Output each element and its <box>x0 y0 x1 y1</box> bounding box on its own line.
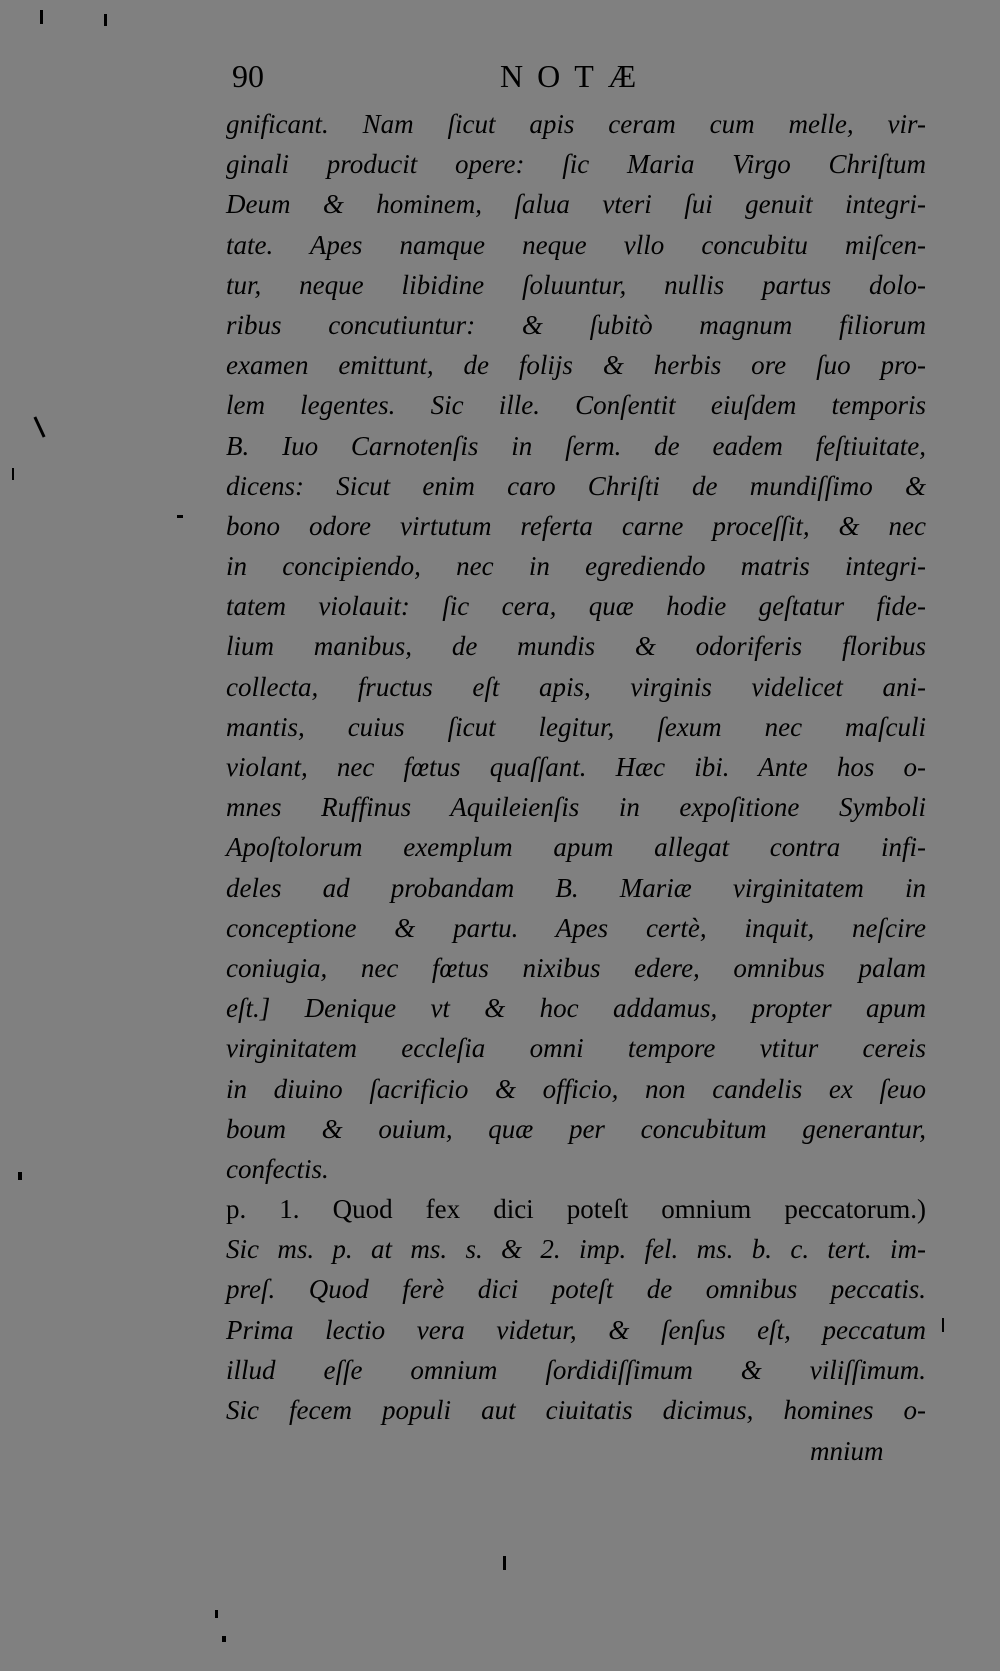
text-line: lem legentes. Sic ille. Conſentit eiuſdem temporis <box>226 390 926 421</box>
text-line: examen emittunt, de folijs & herbis ore ſuo pro- <box>226 350 926 381</box>
scan-speck <box>503 1556 506 1570</box>
scan-speck <box>942 1318 944 1332</box>
note-lemma-line: p. 1. Quod fex dici poteſt omnium peccatorum.) <box>226 1194 926 1225</box>
body-text <box>226 104 926 1430</box>
scan-speck <box>222 1636 226 1642</box>
page-header <box>232 58 932 102</box>
text-line: mnes Ruffinus Aquileienſis in expoſitione Symboli <box>226 792 926 823</box>
catchword: mnium <box>810 1436 884 1466</box>
text-line: gnificant. Nam ſicut apis ceram cum melle, vir- <box>226 109 926 139</box>
text-line: in diuino ſacrificio & officio, non candelis ex ſeuo <box>226 1073 926 1104</box>
text-line: B. Iuo Carnotenſis in ſerm. de eadem feſtiuitate, <box>226 430 926 461</box>
text-line: illud eſſe omnium ſordidiſſimum & viliſſimum. <box>226 1354 926 1385</box>
text-line: Apoſtolorum exemplum apum allegat contra infi- <box>226 832 926 863</box>
text-line: lium manibus, de mundis & odoriferis floribus <box>226 631 926 662</box>
scan-speck <box>104 14 107 26</box>
text-line: Prima lectio vera videtur, & ſenſus eſt, peccatum <box>226 1314 926 1345</box>
scan-speck <box>215 1610 218 1618</box>
text-line: tatem violauit: ſic cera, quæ hodie geſtatur fide- <box>226 591 926 622</box>
text-line: Sic fecem populi aut ciuitatis dicimus, homines o- <box>226 1395 926 1425</box>
scan-speck <box>12 468 14 480</box>
text-line: eſt.] Denique vt & hoc addamus, propter apum <box>226 993 926 1024</box>
text-line: Sic ms. p. at ms. s. & 2. imp. fel. ms. b. c. tert. im- <box>226 1234 926 1265</box>
text-line: deles ad probandam B. Mariæ virginitatem in <box>226 872 926 903</box>
text-line: Deum & hominem, ſalua vteri ſui genuit integri- <box>226 189 926 220</box>
text-line: ribus concutiuntur: & ſubitò magnum filiorum <box>226 309 926 340</box>
text-line: dicens: Sicut enim caro Chriſti de mundiſſimo & <box>226 470 926 501</box>
text-line: boum & ouium, quæ per concubitum generantur, <box>226 1113 926 1144</box>
text-line: preſ. Quod ferè dici poteſt de omnibus peccatis. <box>226 1274 926 1305</box>
text-line: violant, nec fœtus quaſſant. Hæc ibi. Ante hos o- <box>226 752 926 782</box>
page-number: 90 <box>232 58 264 94</box>
text-line: tur, neque libidine ſoluuntur, nullis partus dolo- <box>226 269 926 300</box>
text-line: tate. Apes namque neque vllo concubitu miſcen- <box>226 229 926 260</box>
text-line: coniugia, nec fœtus nixibus edere, omnibus palam <box>226 952 926 983</box>
running-head: NOTÆ <box>500 58 651 94</box>
text-line: collecta, fructus eſt apis, virginis videlicet ani- <box>226 671 926 702</box>
text-line: bono odore virtutum referta carne proceſſit, & nec <box>226 510 926 541</box>
scan-speck <box>18 1172 22 1180</box>
scan-speck <box>33 416 45 437</box>
text-line: ginali producit opere: ſic Maria Virgo Chriſtum <box>226 149 926 180</box>
text-line: mantis, cuius ſicut legitur, ſexum nec maſculi <box>226 711 926 742</box>
text-line: virginitatem eccleſia omni tempore vtitur cereis <box>226 1033 926 1064</box>
text-line: in concipiendo, nec in egrediendo matris integri- <box>226 551 926 582</box>
text-line: confectis. <box>226 1153 329 1184</box>
scan-speck <box>177 515 183 518</box>
text-line: conceptione & partu. Apes certè, inquit, neſcire <box>226 912 926 943</box>
scan-speck <box>40 10 43 24</box>
